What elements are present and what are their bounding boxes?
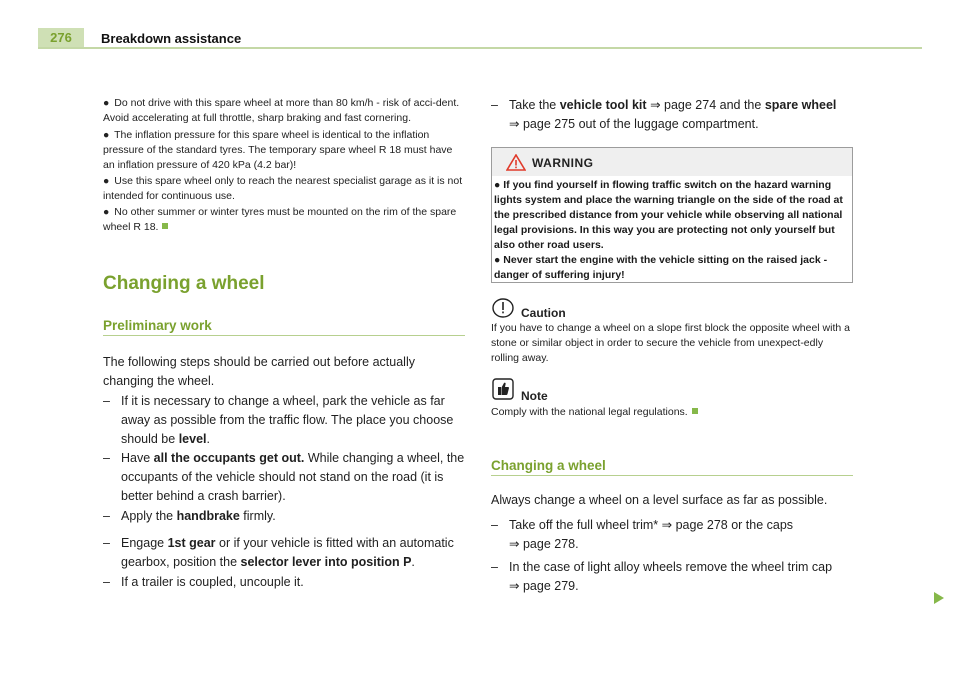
step-item: – Take off the full wheel trim* ⇒ page 278 or the caps ⇒ page 278. (491, 518, 794, 551)
bullet-text: No other summer or winter tyres must be mounted on the rim of the spare wheel R 18. (103, 206, 457, 233)
bullet-icon: ● (103, 129, 110, 141)
section-heading: Changing a wheel (103, 273, 265, 294)
bullet-text: The inflation pressure for this spare wheel is identical to the inflation pressure of the standard tyres. The temporary spare wheel R 18 must have an inflation pressure of 420 kPa (4.2 bar)! (103, 129, 453, 171)
subheading-preliminary-work: Preliminary work (103, 318, 212, 333)
dash-icon: – (491, 518, 498, 532)
section-end-icon (162, 223, 168, 229)
dash-icon: – (103, 394, 110, 408)
warning-item: ● Never start the engine with the vehicle sitting on the raised jack - danger of suffering injury! (494, 254, 828, 281)
bullet-text: Use this spare wheel only to reach the nearest specialist garage as it is not intended for continuous use. (103, 175, 463, 202)
subheading-divider (491, 475, 853, 476)
note-icon (492, 378, 514, 400)
subheading-divider (103, 335, 465, 336)
arrow-right-icon: ⇒ (661, 518, 673, 532)
arrow-right-icon: ⇒ (650, 98, 661, 112)
subheading-changing-a-wheel: Changing a wheel (491, 458, 606, 473)
arrow-right-icon: ⇒ (509, 537, 520, 551)
dash-icon: – (103, 536, 110, 550)
dash-icon: – (103, 575, 110, 589)
step-item: – If a trailer is coupled, uncouple it. (103, 573, 465, 592)
dash-icon: – (491, 98, 498, 112)
note-title: Note (521, 389, 548, 403)
bullet-icon: ● (494, 179, 501, 191)
warning-header (492, 148, 852, 176)
bullet-item (103, 96, 465, 126)
step-item: – Take the vehicle tool kit ⇒ page 274 and the spare wheel ⇒ page 275 out of the luggage compartment. (491, 98, 837, 131)
warning-triangle-icon (506, 154, 526, 171)
dash-icon: – (103, 509, 110, 523)
bullet-icon: ● (494, 254, 501, 266)
bullet-item (103, 128, 465, 173)
page-header-title: Breakdown assistance (101, 31, 242, 46)
step-item: – Apply the handbrake firmly. (103, 507, 465, 526)
step-item: – Engage 1st gear or if your vehicle is fitted with an automatic gearbox, position the selector lever into position P. (103, 536, 454, 569)
step-item: – In the case of light alloy wheels remove the wheel trim cap ⇒ page 279. (491, 560, 833, 593)
caution-text: If you have to change a wheel on a slope first block the opposite wheel with a stone or similar object in order to secure the vehicle from unexpect-edly rolling away. (491, 322, 850, 364)
page-number: 276 (38, 28, 84, 48)
bullet-icon: ● (103, 175, 110, 187)
bullet-item (103, 205, 465, 235)
next-page-arrow-icon (934, 592, 944, 604)
dash-icon: – (491, 560, 498, 574)
caution-icon (492, 298, 514, 318)
warning-title: WARNING (532, 156, 594, 170)
intro-paragraph: The following steps should be carried out before actually changing the wheel. (103, 355, 415, 388)
dash-icon: – (103, 451, 110, 465)
header-divider (38, 47, 922, 49)
note-text: Comply with the national legal regulations. (491, 405, 853, 420)
step-item: – If it is necessary to change a wheel, park the vehicle as far away as possible from the traffic flow. The place you choose should be level. (103, 394, 454, 446)
warning-item: ● If you find yourself in flowing traffic switch on the hazard warning lights system and place the warning triangle on the side of the road at the prescribed distance from your vehicle while observing all national legal provisions. In this way you are protecting not only yourself but also other road users. (494, 179, 843, 251)
step-item: – Have all the occupants get out. While changing a wheel, the occupants of the vehicle should not stand on the road (it is better behind a crash barrier). (103, 451, 465, 503)
bullet-text: Do not drive with this spare wheel at more than 80 km/h - risk of acci-dent. Avoid accelerating at full throttle, sharp braking and fast cornering. (103, 97, 460, 124)
warning-body (494, 178, 848, 283)
arrow-right-icon: ⇒ (509, 579, 520, 593)
caution-title: Caution (521, 306, 566, 320)
bullet-icon: ● (103, 97, 110, 109)
intro-paragraph: Always change a wheel on a level surface as far as possible. (491, 493, 828, 507)
arrow-right-icon: ⇒ (509, 117, 520, 131)
section-end-icon (692, 408, 698, 414)
bullet-item (103, 174, 465, 204)
warning-box (491, 147, 853, 283)
bullet-icon: ● (103, 206, 110, 218)
